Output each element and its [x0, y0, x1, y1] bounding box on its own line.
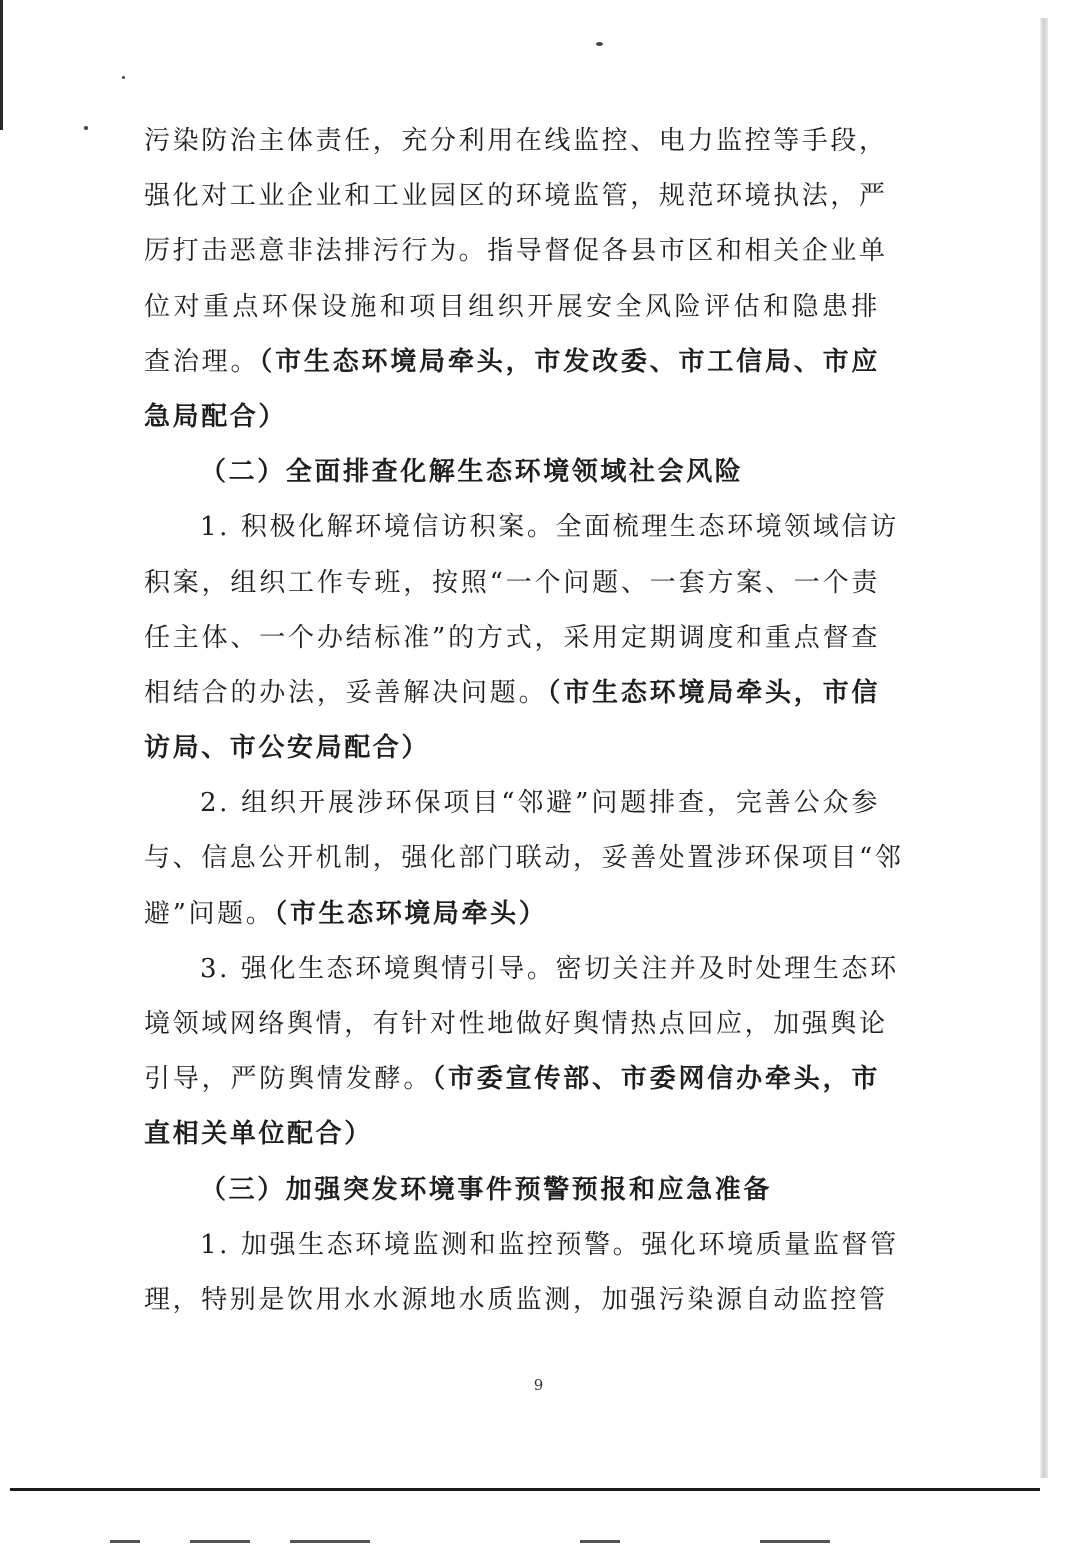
- text-line: [144, 500, 899, 555]
- responsible-units-text: （市生态环境局牵头）: [274, 898, 548, 929]
- responsible-units-text: （三）加强突发环境事件预警预报和应急准备: [200, 1174, 773, 1205]
- body-text-segment: 污染防治主体责任，充分利用在线监控、电力监控等手段，: [144, 126, 888, 156]
- text-line: [144, 831, 904, 886]
- body-text-segment: 理，特别是饮用水水源地水质监测，加强污染源自动监控管: [144, 1284, 888, 1315]
- body-text-segment: 任主体、一个办结标准”的方式，采用定期调度和重点督查: [144, 622, 880, 653]
- text-line: [144, 169, 888, 224]
- page-number: 9: [533, 1376, 544, 1394]
- body-text-segment: 查治理。: [144, 346, 260, 377]
- scan-speck: [596, 42, 603, 46]
- text-line: [144, 556, 880, 611]
- responsible-units-text: （市生态环境局牵头，市信: [547, 677, 880, 708]
- body-text-segment: 避”问题。: [144, 898, 275, 929]
- text-line: [144, 335, 880, 390]
- body-text-segment: 位对重点环保设施和项目组织开展安全风险评估和隐患排: [144, 291, 880, 322]
- body-text-segment: 相结合的办法，妥善解决问题。: [144, 677, 548, 708]
- text-line: [144, 1107, 880, 1162]
- text-line: [144, 1273, 888, 1328]
- text-line: [144, 666, 880, 721]
- page-bottom-rule: [10, 1488, 1040, 1491]
- text-line: [144, 776, 880, 831]
- text-line: [144, 887, 880, 942]
- text-line: [144, 280, 880, 335]
- responsible-units-text: （二）全面排查化解生态环境领域社会风险: [200, 457, 744, 488]
- text-line: [144, 114, 888, 169]
- scan-left-edge: [0, 0, 3, 130]
- body-text-segment: 境领域网络舆情，有针对性地做好舆情热点回应，加强舆论: [144, 1009, 888, 1039]
- body-text-segment: 引导，严防舆情发酵。: [144, 1064, 433, 1095]
- text-line: [144, 942, 899, 997]
- body-text-segment: 3. 强化生态环境舆情引导。密切关注并及时处理生态环: [200, 953, 899, 984]
- body-text-segment: 2. 组织开展涉环保项目“邻避”问题排查，完善公众参: [200, 788, 880, 819]
- responsible-units-text: （市生态环境局牵头，市发改委、市工信局、市应: [259, 346, 880, 377]
- responsible-units-text: （市委宣传部、市委网信办牵头，市: [432, 1064, 880, 1095]
- responsible-units-text: 直相关单位配合）: [144, 1119, 373, 1150]
- scan-bottom-marks: [60, 1540, 960, 1546]
- document-body: [144, 114, 904, 1328]
- section-heading: [144, 445, 880, 500]
- scan-right-edge: [1040, 18, 1048, 1478]
- body-text-segment: 1. 积极化解环境信访积案。全面梳理生态环境领域信访: [200, 512, 899, 543]
- section-heading: [144, 1163, 880, 1218]
- body-text-segment: 厉打击恶意非法排污行为。指导督促各县市区和相关企业单: [144, 236, 888, 267]
- text-line: [144, 390, 880, 445]
- text-line: [144, 224, 888, 279]
- text-line: [144, 1218, 899, 1273]
- body-text-segment: 积案，组织工作专班，按照“一个问题、一套方案、一个责: [144, 567, 880, 598]
- text-line: [144, 611, 880, 666]
- body-text-segment: 强化对工业企业和工业园区的环境监管，规范环境执法，严: [144, 181, 888, 212]
- text-line: [144, 1052, 880, 1107]
- responsible-units-text: 访局、市公安局配合）: [144, 733, 431, 764]
- body-text-segment: 1. 加强生态环境监测和监控预警。强化环境质量监督管: [200, 1229, 899, 1260]
- body-text-segment: 与、信息公开机制，强化部门联动，妥善处置涉环保项目“邻: [144, 843, 904, 874]
- text-line: [144, 721, 880, 776]
- responsible-units-text: 急局配合）: [144, 401, 288, 432]
- scan-speck: [84, 126, 88, 130]
- text-line: [144, 997, 888, 1052]
- scan-speck: [122, 76, 125, 79]
